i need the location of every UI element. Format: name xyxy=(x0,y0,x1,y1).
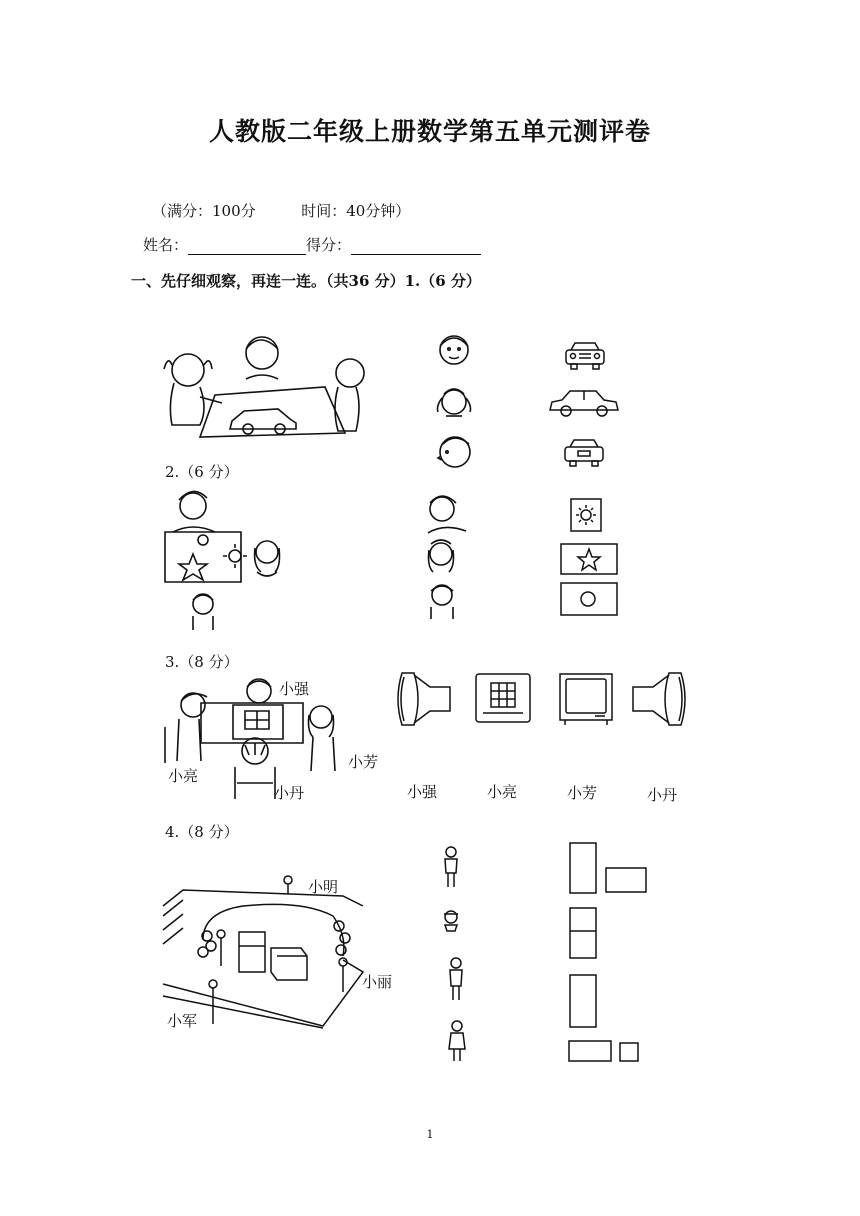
q3-scene-label-xiaoqiang: 小强 xyxy=(279,680,310,698)
question-4-label: 4.（8 分） xyxy=(165,823,239,841)
q3-tv-right-side-icon xyxy=(631,671,689,727)
score-blank[interactable] xyxy=(351,236,481,255)
score-label: 得分： xyxy=(306,236,352,254)
q4-person-2-icon xyxy=(441,909,461,933)
q2-view-woman-icon xyxy=(423,536,459,580)
question-3-label: 3.（8 分） xyxy=(165,653,239,671)
q4-view-shape-1 xyxy=(569,842,649,894)
section-1-heading: 一、先仔细观察，再连一连。（共36 分）1.（6 分） xyxy=(131,272,481,290)
q3-option-label-4: 小丹 xyxy=(647,786,678,804)
q3-option-label-2: 小亮 xyxy=(487,783,518,801)
q4-person-4-icon xyxy=(445,1019,469,1063)
q4-view-shape-2 xyxy=(569,907,597,959)
q4-label-xiaoming: 小明 xyxy=(308,878,339,896)
name-label: 姓名： xyxy=(143,236,189,254)
q4-person-3-icon xyxy=(445,956,467,1002)
q3-option-label-1: 小强 xyxy=(407,783,438,801)
q3-option-label-3: 小芳 xyxy=(567,784,598,802)
q1-car-front-icon xyxy=(563,340,607,372)
q1-scene-illustration xyxy=(160,325,370,440)
full-score: （满分：100分 xyxy=(152,202,256,220)
exam-meta xyxy=(152,200,410,221)
q3-tv-left-side-icon xyxy=(394,671,452,727)
q2-circle-box-face-icon xyxy=(560,582,618,616)
q4-label-xiaoli: 小丽 xyxy=(362,973,393,991)
q4-scene-illustration xyxy=(163,876,373,1028)
name-blank[interactable] xyxy=(188,236,306,255)
q3-scene-label-xiaoliang: 小亮 xyxy=(168,767,199,785)
q4-view-shape-4 xyxy=(568,1040,640,1062)
q2-view-man-icon xyxy=(422,489,468,535)
q2-star-box-face-icon xyxy=(560,543,618,575)
q4-view-shape-3 xyxy=(569,974,597,1028)
q3-scene-label-xiaodan: 小丹 xyxy=(274,784,305,802)
time-limit: 时间：40分钟） xyxy=(301,202,411,220)
question-2-label: 2.（6 分） xyxy=(165,463,239,481)
q1-car-back-icon xyxy=(562,437,606,469)
q1-view-boy-front-icon xyxy=(434,330,474,374)
q4-person-1-icon xyxy=(440,845,462,889)
q3-tv-back-icon xyxy=(475,673,531,723)
name-score-line xyxy=(143,234,481,255)
page-number: 1 xyxy=(426,1128,434,1141)
q2-scene-illustration xyxy=(163,486,285,632)
q1-car-side-icon xyxy=(548,388,620,420)
q2-view-boy-back-icon xyxy=(425,581,459,621)
q1-view-girl-icon xyxy=(432,382,476,426)
page-title: 人教版二年级上册数学第五单元测评卷 xyxy=(208,117,651,146)
q1-view-boy-side-icon xyxy=(433,430,475,474)
q4-label-xiaojun: 小军 xyxy=(167,1012,198,1030)
q2-sun-box-face-icon xyxy=(570,498,602,532)
q3-tv-front-icon xyxy=(559,673,613,727)
q3-scene-label-xiaofang: 小芳 xyxy=(348,753,379,771)
